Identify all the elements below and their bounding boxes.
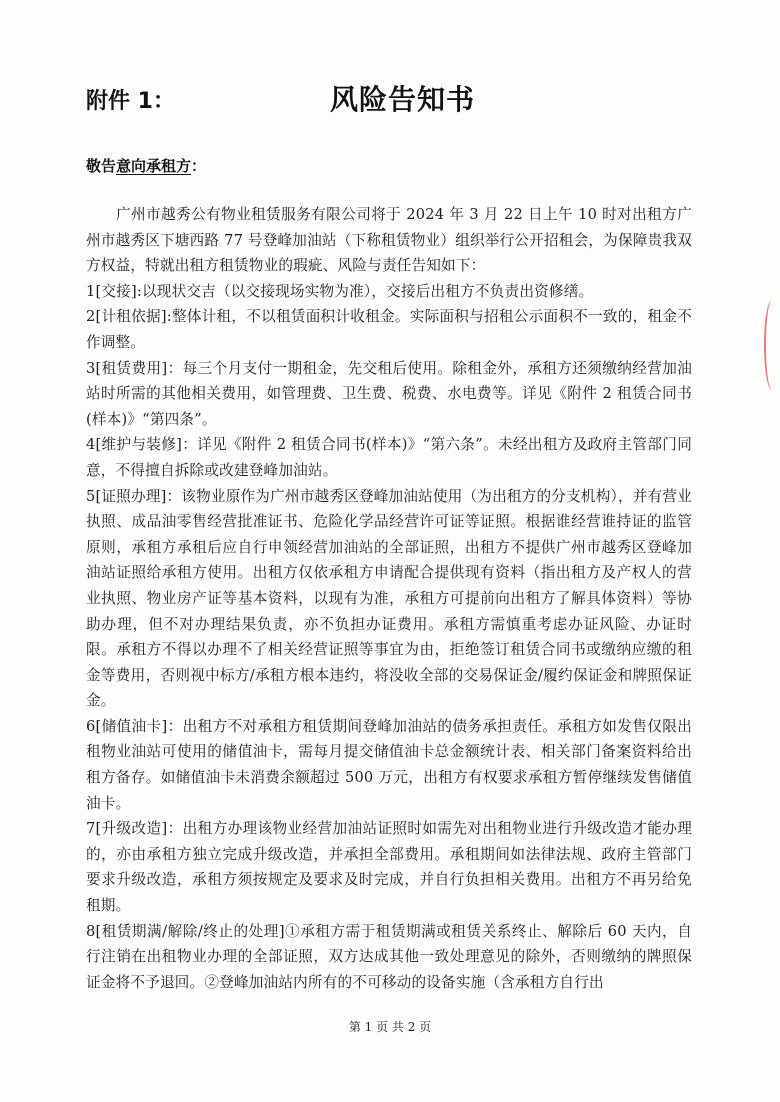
page-title: 风险告知书	[330, 83, 476, 116]
clause-licensing: 5[证照办理]：该物业原作为广州市越秀区登峰加油站使用（为出租方的分支机构），并有营业执照、成品油零售经营批准证书、危险化学品经营许可证等证照。根据谁经营谁持证的监管原则，承租方承租后应自行申领经营加油站的全部证照，出租方不提供广州市越秀区登峰加油站证照给承租方使用。出租方仅依承租方申请配合提供现有资料（指出租方及产权人的营业执照、物业房产证等基本资料，以现有为准，承租方可提前向出租方了解具体资料）等协助办理，但不对办理结果负责，亦不负担办证费用。承租方需慎重考虑办证风险、办证时限。承租方不得以办理不了相关经营证照等事宜为由，拒绝签订租赁合同书或缴纳应缴的租金等费用，否则视中标方/承租方根本违约，将没收全部的交易保证金/履约保证金和牌照保证金。	[86, 487, 692, 710]
attachment-label: 附件 1：	[86, 89, 175, 114]
clause-stored-value-card: 6[储值油卡]：出租方不对承租方租赁期间登峰加油站的债务承担责任。承租方如发售仅限出租物业油站可使用的储值油卡，需每月提交储值油卡总金额统计表、相关部门备案资料给出租方备存。如储值油卡未消费余额超过 500 万元，出租方有权要求承租方暂停继续发售储值油卡。	[86, 717, 692, 812]
red-seal-fragment	[764, 300, 780, 390]
salutation-prefix: 敬告	[86, 157, 117, 175]
salutation	[86, 155, 206, 176]
clause-handover: 1[交接]:以现状交吉（以交接现场实物为准），交接后出租方不负责出资修缮。	[86, 282, 594, 300]
clause-maintenance: 4[维护与装修]：详见《附件 2 租赁合同书(样本)》“第六条”。未经出租方及政府主管部门同意，不得擅自拆除或改建登峰加油站。	[86, 436, 692, 479]
clause-upgrade: 7[升级改造]：出租方办理该物业经营加油站证照时如需先对出租物业进行升级改造才能办理的，亦由承租方独立完成升级改造，并承担全部费用。承租期间如法律法规、政府主管部门要求升级改造，承租方须按规定及要求及时完成，并自行负担相关费用。出租方不再另给免租期。	[86, 820, 692, 915]
salutation-addressee: 意向承租方	[116, 157, 192, 175]
clause-rent-basis: 2[计租依据]:整体计租，不以租赁面积计收租金。实际面积与招租公示面积不一致的，租金不作调整。	[86, 308, 692, 351]
notice-body	[86, 202, 692, 995]
intro-paragraph: 广州市越秀公有物业租赁服务有限公司将于 2024 年 3 月 22 日上午 10 时对出租方广州市越秀区下塘西路 77 号登峰加油站（下称租赁物业）组织举行公开招租会，为保障贵我双方权益，特就出租方租赁物业的瑕疵、风险与责任告知如下：	[86, 206, 692, 275]
clause-rental-fees: 3[租赁费用]：每三个月支付一期租金，先交租后使用。除租金外，承租方还须缴纳经营加油站时所需的其他相关费用，如管理费、卫生费、税费、水电费等。详见《附件 2 租赁合同书(样本)》“第四条”。	[86, 359, 692, 428]
clause-lease-expiry: 8[租赁期满/解除/终止的处理]①承租方需于租赁期满或租赁关系终止、解除后 60 天内，自行注销在出租物业办理的全部证照，双方达成其他一致处理意见的除外，否则缴纳的牌照保证金将不予退回。②登峰加油站内所有的不可移动的设备实施（含承租方自行出	[86, 922, 692, 991]
page-footer: 第 1 页 共 2 页	[348, 1020, 432, 1034]
salutation-suffix: ：	[191, 157, 207, 175]
